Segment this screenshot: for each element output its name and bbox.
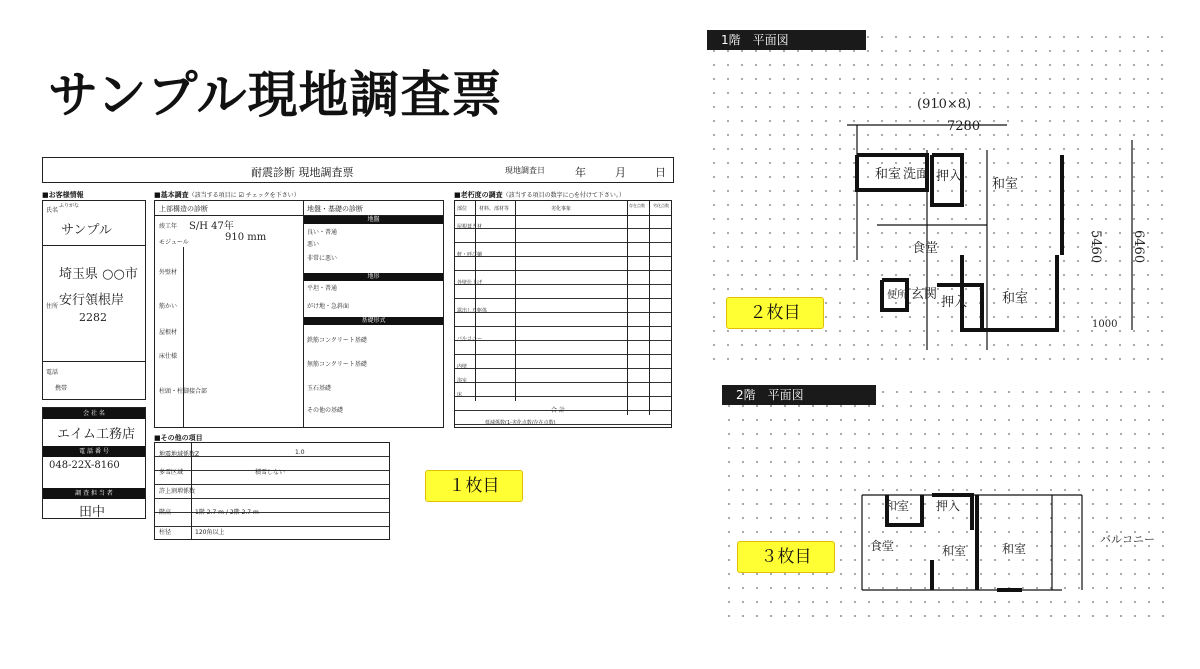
ground-row-2: 悪い [307,241,320,248]
upper-row-roof: 屋根材 [159,329,178,336]
ground-header: 地盤 [304,216,443,224]
staff-label: 調 査 担 当 者 [43,488,145,499]
client-section-title: ■お客様情報 [42,191,84,199]
foundation-header: 基礎形式 [304,317,443,325]
floor1-room-7: 押入 [941,295,968,310]
floor1-room-5: 食堂 [912,241,939,256]
aging-row-1: 屋根葺き材 [457,224,483,230]
aging-row-3: 外壁仕上げ [457,280,483,286]
phone-value: 048-22X-8160 [49,460,120,471]
floor2-sketch [722,385,1165,625]
aging-formula: 低減係数(1-劣化点数/存在点数) [485,420,556,426]
floor1-room-6: 玄関 [911,287,938,302]
date-label: 現地調査日 [505,166,545,175]
aging-header-deg: 劣化点数 [653,203,669,208]
floor1-room-2: 洗面 [903,167,930,182]
other-section-title: ■その他の項目 [154,434,203,442]
ground-title: 地盤・基礎の診断 [307,205,363,213]
company-box [42,407,146,519]
floor2-side-label: バルコニー [1100,533,1155,546]
company-value: エイム工務店 [57,427,136,442]
floor1-dim-3: 5460 [1088,230,1103,264]
aging-header-material: 材料、部材等 [479,206,510,212]
floor1-room-3: 押入 [936,169,963,184]
floor1-dim-2: 7280 [947,119,981,134]
floor1-dim-5: 1000 [1092,319,1118,330]
ground-row-7: 無筋コンクリート基礎 [307,361,367,368]
other-row-factor: 許上割増係数 [159,488,196,495]
day-label: 日 [655,166,666,179]
aging-row-2: 軒・呼び樋 [457,252,483,258]
aging-row-8: 床 [457,392,463,398]
client-address-line3: 2282 [79,311,107,324]
module-value: 910 mm [225,232,267,243]
ground-row-5: がけ地・急斜面 [307,303,350,310]
survey-sheet [42,157,674,539]
phone-label: 電 話 番 号 [43,446,145,457]
client-label-furigana: ふりがな [59,203,80,209]
upper-structure-title: 上部構造の診断 [159,205,208,213]
floor1-heading: 1階 平面図 [707,30,866,50]
floor2-plan [722,385,1165,625]
floor1-dim-4: 6460 [1131,230,1146,264]
staff-value: 田中 [79,505,106,520]
ground-row-9: その他の基礎 [307,407,344,414]
other-row-column: 柱径 [159,529,172,536]
aging-header-exist: 存在点数 [629,203,645,208]
aging-row-5: バルコニー [457,336,483,342]
year-label: 年 [575,166,586,179]
ground-row-6: 鉄筋コンクリート基礎 [307,337,367,344]
other-row-zone: 地震地域係数Z [159,451,200,458]
sheet2-tag: ２枚目 [726,297,824,329]
aging-header-phenomenon: 劣化事象 [551,206,572,212]
month-label: 月 [615,166,626,179]
floor2-room-4: 和室 [942,544,967,558]
client-name-value: サンプル [61,223,112,238]
floor2-room-1: 和室 [885,499,910,513]
built-year-label: 竣工年 [159,223,178,230]
upper-row-exterior: 外壁材 [159,269,178,276]
upper-row-brace: 筋かい [159,303,178,310]
aging-row-4: 露出した躯体 [457,308,488,314]
client-label-mobile: 携帯 [55,385,68,392]
client-address-line1: 埼玉県 ○○市 [59,267,138,282]
basic-survey-table [154,200,444,428]
terrain-header: 地形 [304,273,443,281]
floor2-room-3: 食堂 [870,539,895,553]
aging-survey-table [454,200,672,428]
floor1-room-1: 和室 [875,167,902,182]
upper-row-floor: 床仕様 [159,353,178,360]
floor1-room-4: 和室 [992,177,1019,192]
module-label: モジュール [159,239,189,246]
sheet-heading: 耐震診断 現地調査票 [251,166,354,179]
aging-row-7: 浴室 [457,378,468,384]
other-value-zone: 1.0 [295,449,305,456]
other-value-column: 120角以上 [195,529,225,536]
floor2-heading: 2階 平面図 [722,385,876,405]
aging-header-part: 部位 [457,206,468,212]
floor1-dim-1: (910×8) [917,97,972,112]
upper-row-joint: 柱頭・柱脚接合部 [159,388,208,395]
client-label-phone: 電話 [46,369,59,376]
ground-row-3: 非常に悪い [307,255,338,262]
floor1-room-9: 便所 [887,290,907,301]
ground-row-1: 良い・普通 [307,229,338,236]
client-info-box [42,200,146,400]
sheet-header [42,157,674,183]
aging-row-6: 内壁 [457,364,468,370]
other-value-snow: 積雪しない [255,469,286,476]
other-items-table [154,442,390,540]
floor1-room-8: 和室 [1002,291,1029,306]
ground-row-4: 平坦・普通 [307,285,338,292]
aging-total-label: 合 計 [551,407,565,414]
client-label-address: 住所 [46,303,59,310]
floor2-room-2: 押入 [936,499,961,513]
aging-section-title: ■老朽度の調査（該当する項目の数字に○を付けて下さい。） [454,191,625,199]
floor2-room-5: 和室 [1002,542,1027,556]
other-row-height: 階高 [159,509,172,516]
basic-section-title: ■基本調査（該当する項目に ☑ チェックを下さい） [154,191,300,199]
sheet1-tag: １枚目 [425,470,523,502]
client-address-line2: 安行領根岸 [59,293,125,308]
built-year-value: S/H 47年 [189,221,234,232]
other-value-height: 1階 2.7 m / 2階 2.7 m [195,509,259,516]
client-label-name: 氏名 [46,207,59,214]
sheet3-tag: ３枚目 [737,541,835,573]
ground-row-8: 玉石基礎 [307,385,332,392]
other-row-snow: 多雪区域 [159,469,184,476]
company-label: 会 社 名 [43,408,145,419]
page-title: サンプル現地調査票 [48,66,503,124]
